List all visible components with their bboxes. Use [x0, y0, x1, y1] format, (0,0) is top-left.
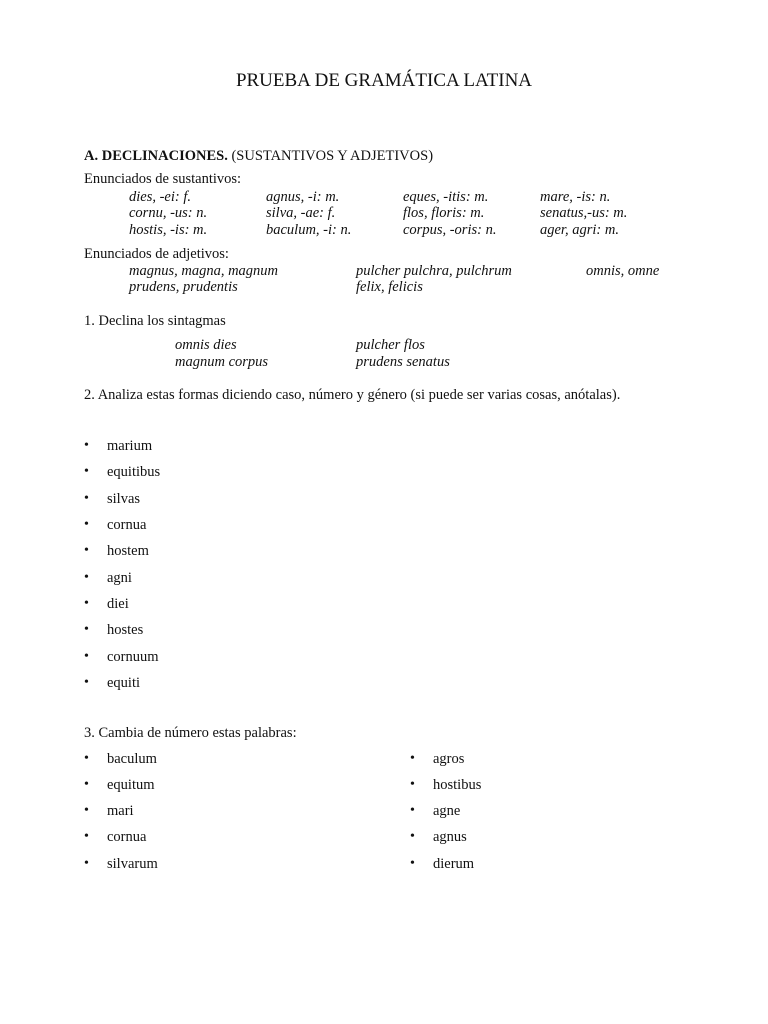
list-item-label: cornua	[107, 829, 147, 845]
phrase-item: magnum corpus	[175, 354, 269, 370]
noun-cell: eques, -itis: m.	[403, 189, 489, 205]
nouns-label: Enunciados de sustantivos:	[84, 171, 242, 187]
list-item-label: silvas	[107, 491, 141, 507]
list-item-label: equitum	[107, 777, 155, 793]
noun-cell: agnus, -i: m.	[266, 189, 340, 205]
adjectives-label: Enunciados de adjetivos:	[84, 246, 229, 262]
bullet-icon: •	[410, 777, 415, 792]
list-item-label: hostes	[107, 622, 144, 638]
question-2-prompt: 2. Analiza estas formas diciendo caso, número y género (si puede ser varias cosas, anótalas).	[84, 387, 621, 403]
question-1-prompt: 1. Declina los sintagmas	[84, 313, 226, 329]
list-item-label: equiti	[107, 675, 141, 691]
phrase-item: omnis dies	[175, 337, 237, 353]
noun-cell: ager, agri: m.	[540, 222, 619, 238]
bullet-icon: •	[84, 856, 89, 871]
phrase-item: pulcher flos	[356, 337, 425, 353]
noun-cell: silva, -ae: f.	[266, 205, 336, 221]
question-3-prompt: 3. Cambia de número estas palabras:	[84, 725, 297, 741]
bullet-icon: •	[84, 829, 89, 844]
phrase-item: prudens senatus	[356, 354, 450, 370]
section-a-heading	[84, 148, 433, 165]
noun-cell: mare, -is: n.	[540, 189, 611, 205]
list-item-label: mari	[107, 803, 134, 819]
list-item-label: marium	[107, 438, 153, 454]
adjective-cell: pulcher pulchra, pulchrum	[356, 263, 512, 279]
list-item-label: agros	[433, 751, 465, 767]
bullet-icon: •	[84, 570, 89, 585]
list-item-label: equitibus	[107, 464, 161, 480]
list-item-label: cornua	[107, 517, 147, 533]
adjective-cell: felix, felicis	[356, 279, 423, 295]
bullet-icon: •	[84, 777, 89, 792]
bullet-icon: •	[84, 622, 89, 637]
bullet-icon: •	[84, 517, 89, 532]
section-a-heading-rest: (SUSTANTIVOS Y ADJETIVOS)	[231, 148, 434, 164]
bullet-icon: •	[410, 803, 415, 818]
bullet-icon: •	[84, 543, 89, 558]
noun-cell: corpus, -oris: n.	[403, 222, 497, 238]
bullet-icon: •	[84, 491, 89, 506]
noun-cell: hostis, -is: m.	[129, 222, 208, 238]
section-a-heading-bold: A. DECLINACIONES.	[84, 148, 228, 164]
list-item-label: dierum	[433, 856, 475, 872]
bullet-icon: •	[84, 803, 89, 818]
noun-cell: dies, -ei: f.	[129, 189, 192, 205]
list-item-label: diei	[107, 596, 129, 612]
list-item-label: baculum	[107, 751, 157, 767]
bullet-icon: •	[410, 829, 415, 844]
list-item-label: agne	[433, 803, 461, 819]
list-item-label: hostem	[107, 543, 149, 559]
adjective-cell: omnis, omne	[586, 263, 660, 279]
noun-cell: senatus,-us: m.	[540, 205, 628, 221]
bullet-icon: •	[84, 438, 89, 453]
bullet-icon: •	[84, 751, 89, 766]
bullet-icon: •	[410, 856, 415, 871]
bullet-icon: •	[84, 464, 89, 479]
list-item-label: agnus	[433, 829, 467, 845]
list-item-label: hostibus	[433, 777, 482, 793]
list-item-label: agni	[107, 570, 132, 586]
bullet-icon: •	[84, 649, 89, 664]
noun-cell: flos, floris: m.	[403, 205, 485, 221]
noun-cell: baculum, -i: n.	[266, 222, 352, 238]
list-item-label: silvarum	[107, 856, 158, 872]
noun-cell: cornu, -us: n.	[129, 205, 208, 221]
adjective-cell: magnus, magna, magnum	[129, 263, 279, 279]
list-item-label: cornuum	[107, 649, 159, 665]
bullet-icon: •	[84, 675, 89, 690]
bullet-icon: •	[410, 751, 415, 766]
adjective-cell: prudens, prudentis	[129, 279, 238, 295]
page-title: PRUEBA DE GRAMÁTICA LATINA	[235, 70, 533, 91]
bullet-icon: •	[84, 596, 89, 611]
